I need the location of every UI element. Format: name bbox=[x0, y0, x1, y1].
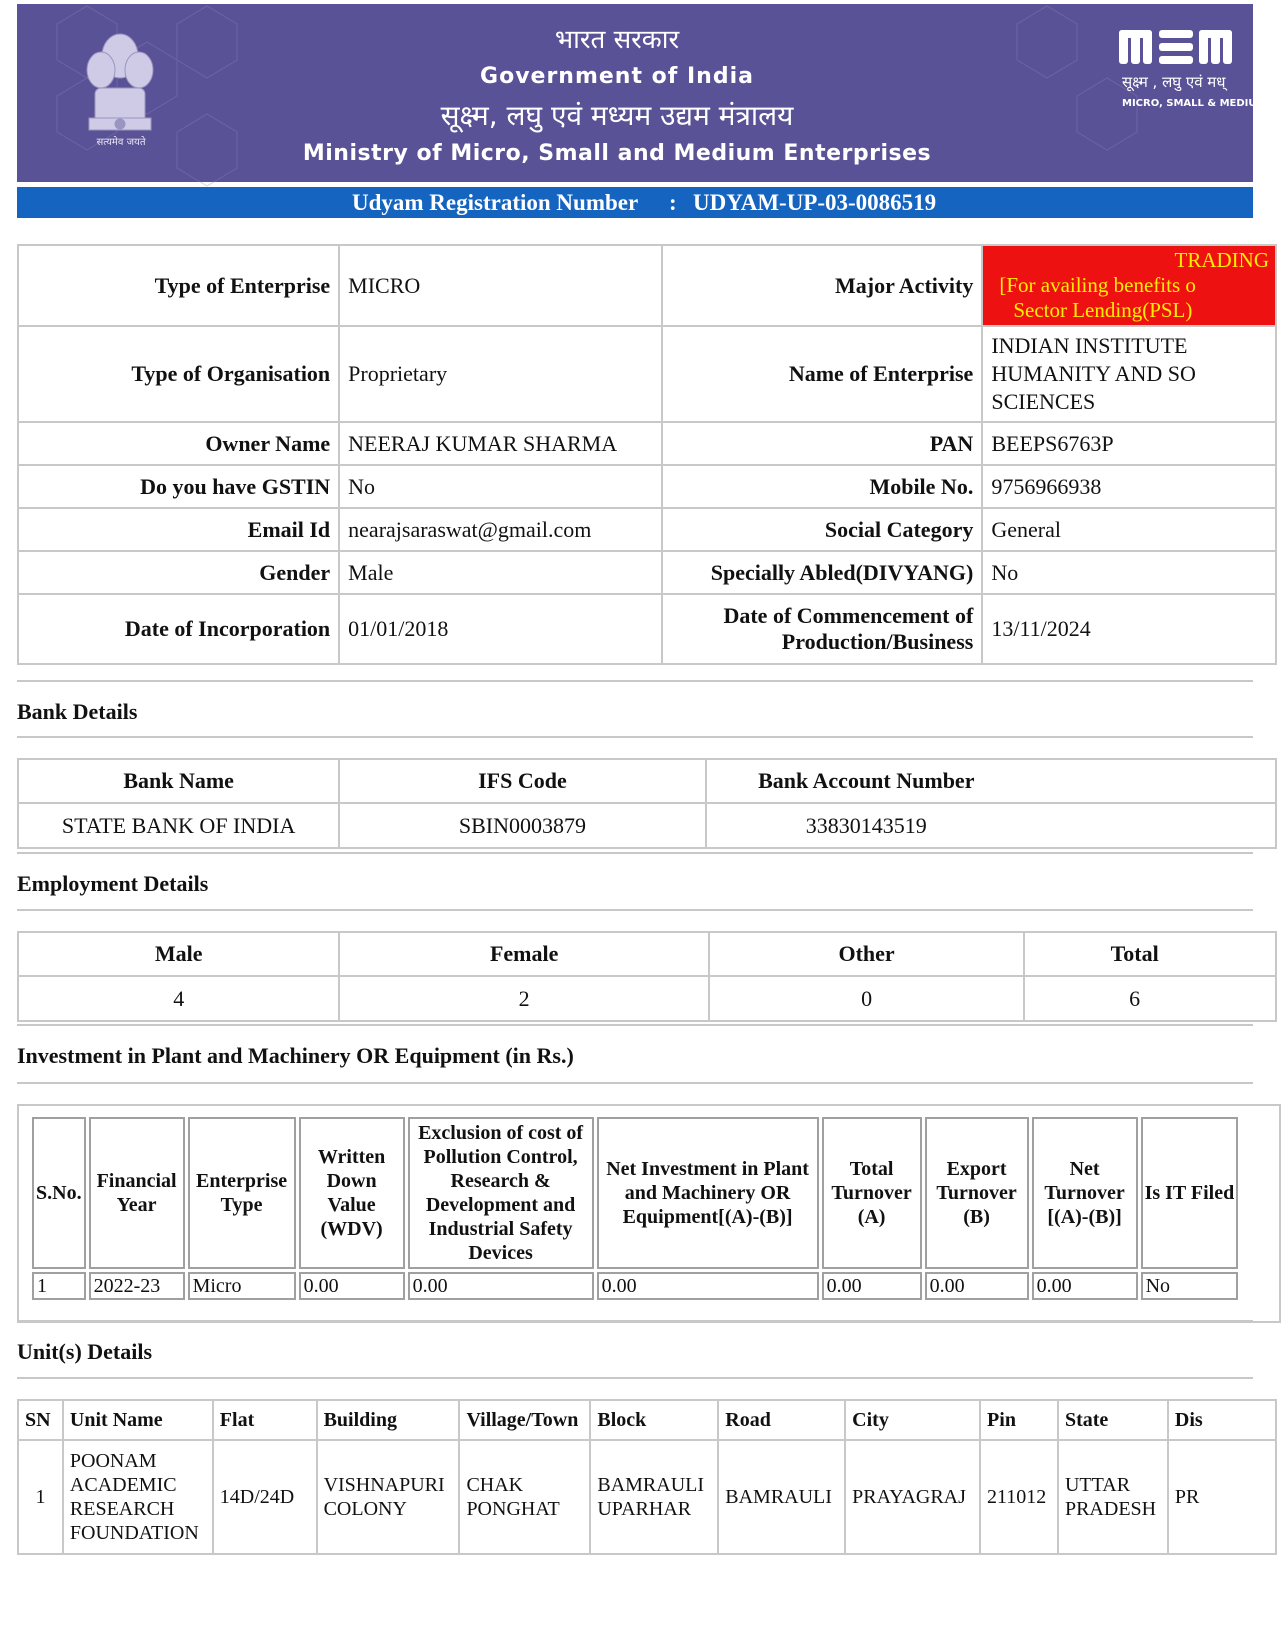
village-header: Village/Town bbox=[459, 1400, 590, 1440]
msme-logo-icon bbox=[1117, 22, 1257, 72]
ifsc-value: SBIN0003879 bbox=[339, 803, 705, 848]
net-investment-header: Net Investment in Plant and Machinery OR Equipment[(A)-(B)] bbox=[597, 1117, 819, 1269]
unit-name-header: Unit Name bbox=[63, 1400, 213, 1440]
account-number-value: 33830143519 bbox=[706, 803, 1276, 848]
investment-table bbox=[29, 1114, 1241, 1303]
email-value: nearajsaraswat@gmail.com bbox=[339, 508, 662, 551]
net-turnover-value: 0.00 bbox=[1032, 1272, 1138, 1300]
city-header: City bbox=[845, 1400, 980, 1440]
sn-header: SN bbox=[18, 1400, 63, 1440]
female-header: Female bbox=[339, 932, 708, 976]
sno-header: S.No. bbox=[32, 1117, 86, 1269]
table-row bbox=[18, 1440, 1276, 1554]
table-row bbox=[18, 803, 1276, 848]
wdv-value: 0.00 bbox=[299, 1272, 405, 1300]
employment-table bbox=[17, 931, 1277, 1022]
udyam-separator: : bbox=[669, 190, 677, 215]
certificate-page bbox=[17, 4, 1277, 1644]
flat-value: 14D/24D bbox=[213, 1440, 317, 1554]
major-activity-line-1: TRADING bbox=[1174, 248, 1269, 272]
govt-title: Government of India bbox=[480, 64, 754, 89]
mobile-value: 9756966938 bbox=[982, 465, 1276, 508]
financial-year-header: Financial Year bbox=[89, 1117, 185, 1269]
village-value: CHAK PONGHAT bbox=[459, 1440, 590, 1554]
type-org-value: Proprietary bbox=[339, 326, 662, 422]
bank-name-header: Bank Name bbox=[18, 759, 339, 803]
other-header: Other bbox=[709, 932, 1024, 976]
state-value: UTTAR PRADESH bbox=[1058, 1440, 1168, 1554]
type-org-label: Type of Organisation bbox=[18, 326, 339, 422]
udyam-number: UDYAM-UP-03-0086519 bbox=[693, 190, 937, 215]
owner-label: Owner Name bbox=[18, 422, 339, 465]
employment-section-title: Employment Details bbox=[17, 871, 209, 896]
type-enterprise-value: MICRO bbox=[339, 245, 662, 326]
commencement-label-line-2: Production/Business bbox=[781, 629, 974, 654]
table-row bbox=[18, 594, 1276, 664]
divider bbox=[17, 680, 1253, 682]
commencement-label bbox=[662, 594, 982, 664]
owner-value: NEERAJ KUMAR SHARMA bbox=[339, 422, 662, 465]
mobile-label: Mobile No. bbox=[662, 465, 982, 508]
gstin-label: Do you have GSTIN bbox=[18, 465, 339, 508]
divider bbox=[17, 1082, 1253, 1084]
exclusion-header: Exclusion of cost of Pollution Control, Research & Development and Industrial Safety Devices bbox=[408, 1117, 594, 1269]
it-filed-header: Is IT Filed bbox=[1141, 1117, 1239, 1269]
total-header: Total bbox=[1024, 932, 1276, 976]
header-banner bbox=[17, 4, 1277, 182]
total-count: 6 bbox=[1024, 976, 1276, 1021]
pin-header: Pin bbox=[980, 1400, 1058, 1440]
male-header: Male bbox=[18, 932, 339, 976]
divider bbox=[17, 1024, 1253, 1026]
investment-section-title: Investment in Plant and Machinery OR Equipment (in Rs.) bbox=[17, 1043, 574, 1068]
gender-label: Gender bbox=[18, 551, 339, 594]
commencement-value: 13/11/2024 bbox=[982, 594, 1276, 664]
major-activity-line-3: Sector Lending(PSL) bbox=[1013, 298, 1193, 322]
bank-name-value: STATE BANK OF INDIA bbox=[18, 803, 339, 848]
udyam-registration-bar bbox=[17, 187, 1253, 218]
table-header-row bbox=[32, 1117, 1238, 1269]
block-value: BAMRAULI UPARHAR bbox=[590, 1440, 718, 1554]
table-row bbox=[18, 508, 1276, 551]
building-header: Building bbox=[317, 1400, 460, 1440]
divider bbox=[17, 909, 1253, 911]
account-number-header: Bank Account Number bbox=[706, 759, 1276, 803]
unit-details-table bbox=[17, 1399, 1277, 1555]
district-header: Dis bbox=[1168, 1400, 1276, 1440]
table-row bbox=[18, 245, 1276, 326]
email-label: Email Id bbox=[18, 508, 339, 551]
net-turnover-header: Net Turnover [(A)-(B)] bbox=[1032, 1117, 1138, 1269]
it-filed-value: No bbox=[1141, 1272, 1239, 1300]
ifsc-header: IFS Code bbox=[339, 759, 705, 803]
table-row bbox=[18, 326, 1276, 422]
social-category-value: General bbox=[982, 508, 1276, 551]
social-category-label: Social Category bbox=[662, 508, 982, 551]
table-header-row bbox=[18, 1400, 1276, 1440]
name-enterprise-label: Name of Enterprise bbox=[662, 326, 982, 422]
table-row bbox=[32, 1272, 1238, 1300]
state-header: State bbox=[1058, 1400, 1168, 1440]
ministry-title: Ministry of Micro, Small and Medium Enterprises bbox=[302, 141, 932, 166]
divider bbox=[17, 1320, 1253, 1322]
sno-value: 1 bbox=[32, 1272, 86, 1300]
name-enterprise-value bbox=[982, 326, 1276, 422]
divyang-label: Specially Abled(DIVYANG) bbox=[662, 551, 982, 594]
wdv-header: Written Down Value (WDV) bbox=[299, 1117, 405, 1269]
gstin-value: No bbox=[339, 465, 662, 508]
bank-details-table bbox=[17, 758, 1277, 849]
incorporation-label: Date of Incorporation bbox=[18, 594, 339, 664]
banner-title bbox=[217, 22, 1017, 172]
exclusion-value: 0.00 bbox=[408, 1272, 594, 1300]
district-value: PR bbox=[1168, 1440, 1276, 1554]
table-row bbox=[18, 976, 1276, 1021]
enterprise-type-header: Enterprise Type bbox=[188, 1117, 296, 1269]
total-turnover-header: Total Turnover (A) bbox=[822, 1117, 922, 1269]
logo-english-text: MICRO, SMALL & MEDIUM E bbox=[1122, 98, 1277, 109]
export-turnover-header: Export Turnover (B) bbox=[925, 1117, 1029, 1269]
enterprise-details-table bbox=[17, 244, 1277, 665]
net-investment-value: 0.00 bbox=[597, 1272, 819, 1300]
road-header: Road bbox=[718, 1400, 845, 1440]
ministry-hindi-title: सूक्ष्म, लघु एवं मध्यम उद्यम मंत्रालय bbox=[440, 99, 794, 132]
unit-name-value: POONAM ACADEMIC RESEARCH FOUNDATION bbox=[63, 1440, 213, 1554]
logo-hindi-text: सूक्ष्म , लघु एवं मध् bbox=[1122, 73, 1226, 91]
total-turnover-value: 0.00 bbox=[822, 1272, 922, 1300]
financial-year-value: 2022-23 bbox=[89, 1272, 185, 1300]
city-value: PRAYAGRAJ bbox=[845, 1440, 980, 1554]
name-enterprise-line-2: HUMANITY AND SO bbox=[991, 361, 1196, 386]
pan-value: BEEPS6763P bbox=[982, 422, 1276, 465]
units-section-title: Unit(s) Details bbox=[17, 1339, 153, 1364]
export-turnover-value: 0.00 bbox=[925, 1272, 1029, 1300]
udyam-label: Udyam Registration Number bbox=[352, 190, 639, 215]
major-activity-label: Major Activity bbox=[662, 245, 982, 326]
investment-table-wrapper bbox=[17, 1104, 1281, 1323]
table-header-row bbox=[18, 932, 1276, 976]
incorporation-value: 01/01/2018 bbox=[339, 594, 662, 664]
name-enterprise-line-3: SCIENCES bbox=[991, 389, 1096, 414]
flat-header: Flat bbox=[213, 1400, 317, 1440]
road-value: BAMRAULI bbox=[718, 1440, 845, 1554]
hindi-govt-title: भारत सरकार bbox=[554, 25, 680, 55]
male-count: 4 bbox=[18, 976, 339, 1021]
pan-label: PAN bbox=[662, 422, 982, 465]
pin-value: 211012 bbox=[980, 1440, 1058, 1554]
block-header: Block bbox=[590, 1400, 718, 1440]
name-enterprise-line-1: INDIAN INSTITUTE bbox=[991, 333, 1188, 358]
divyang-value: No bbox=[982, 551, 1276, 594]
gender-value: Male bbox=[339, 551, 662, 594]
major-activity-value bbox=[982, 245, 1276, 326]
divider bbox=[17, 736, 1253, 738]
table-row bbox=[18, 551, 1276, 594]
building-value: VISHNAPURI COLONY bbox=[317, 1440, 460, 1554]
table-row bbox=[18, 422, 1276, 465]
major-activity-line-2: [For availing benefits o bbox=[999, 273, 1196, 297]
divider bbox=[17, 1377, 1253, 1379]
type-enterprise-label: Type of Enterprise bbox=[18, 245, 339, 326]
female-count: 2 bbox=[339, 976, 708, 1021]
commencement-label-line-1: Date of Commencement of bbox=[723, 603, 974, 628]
sn-value: 1 bbox=[18, 1440, 63, 1554]
other-count: 0 bbox=[709, 976, 1024, 1021]
emblem-caption: सत्यमेव जयते bbox=[96, 137, 146, 148]
enterprise-type-value: Micro bbox=[188, 1272, 296, 1300]
divider bbox=[17, 852, 1253, 854]
bank-section-title: Bank Details bbox=[17, 699, 138, 724]
table-row bbox=[18, 465, 1276, 508]
table-header-row bbox=[18, 759, 1276, 803]
